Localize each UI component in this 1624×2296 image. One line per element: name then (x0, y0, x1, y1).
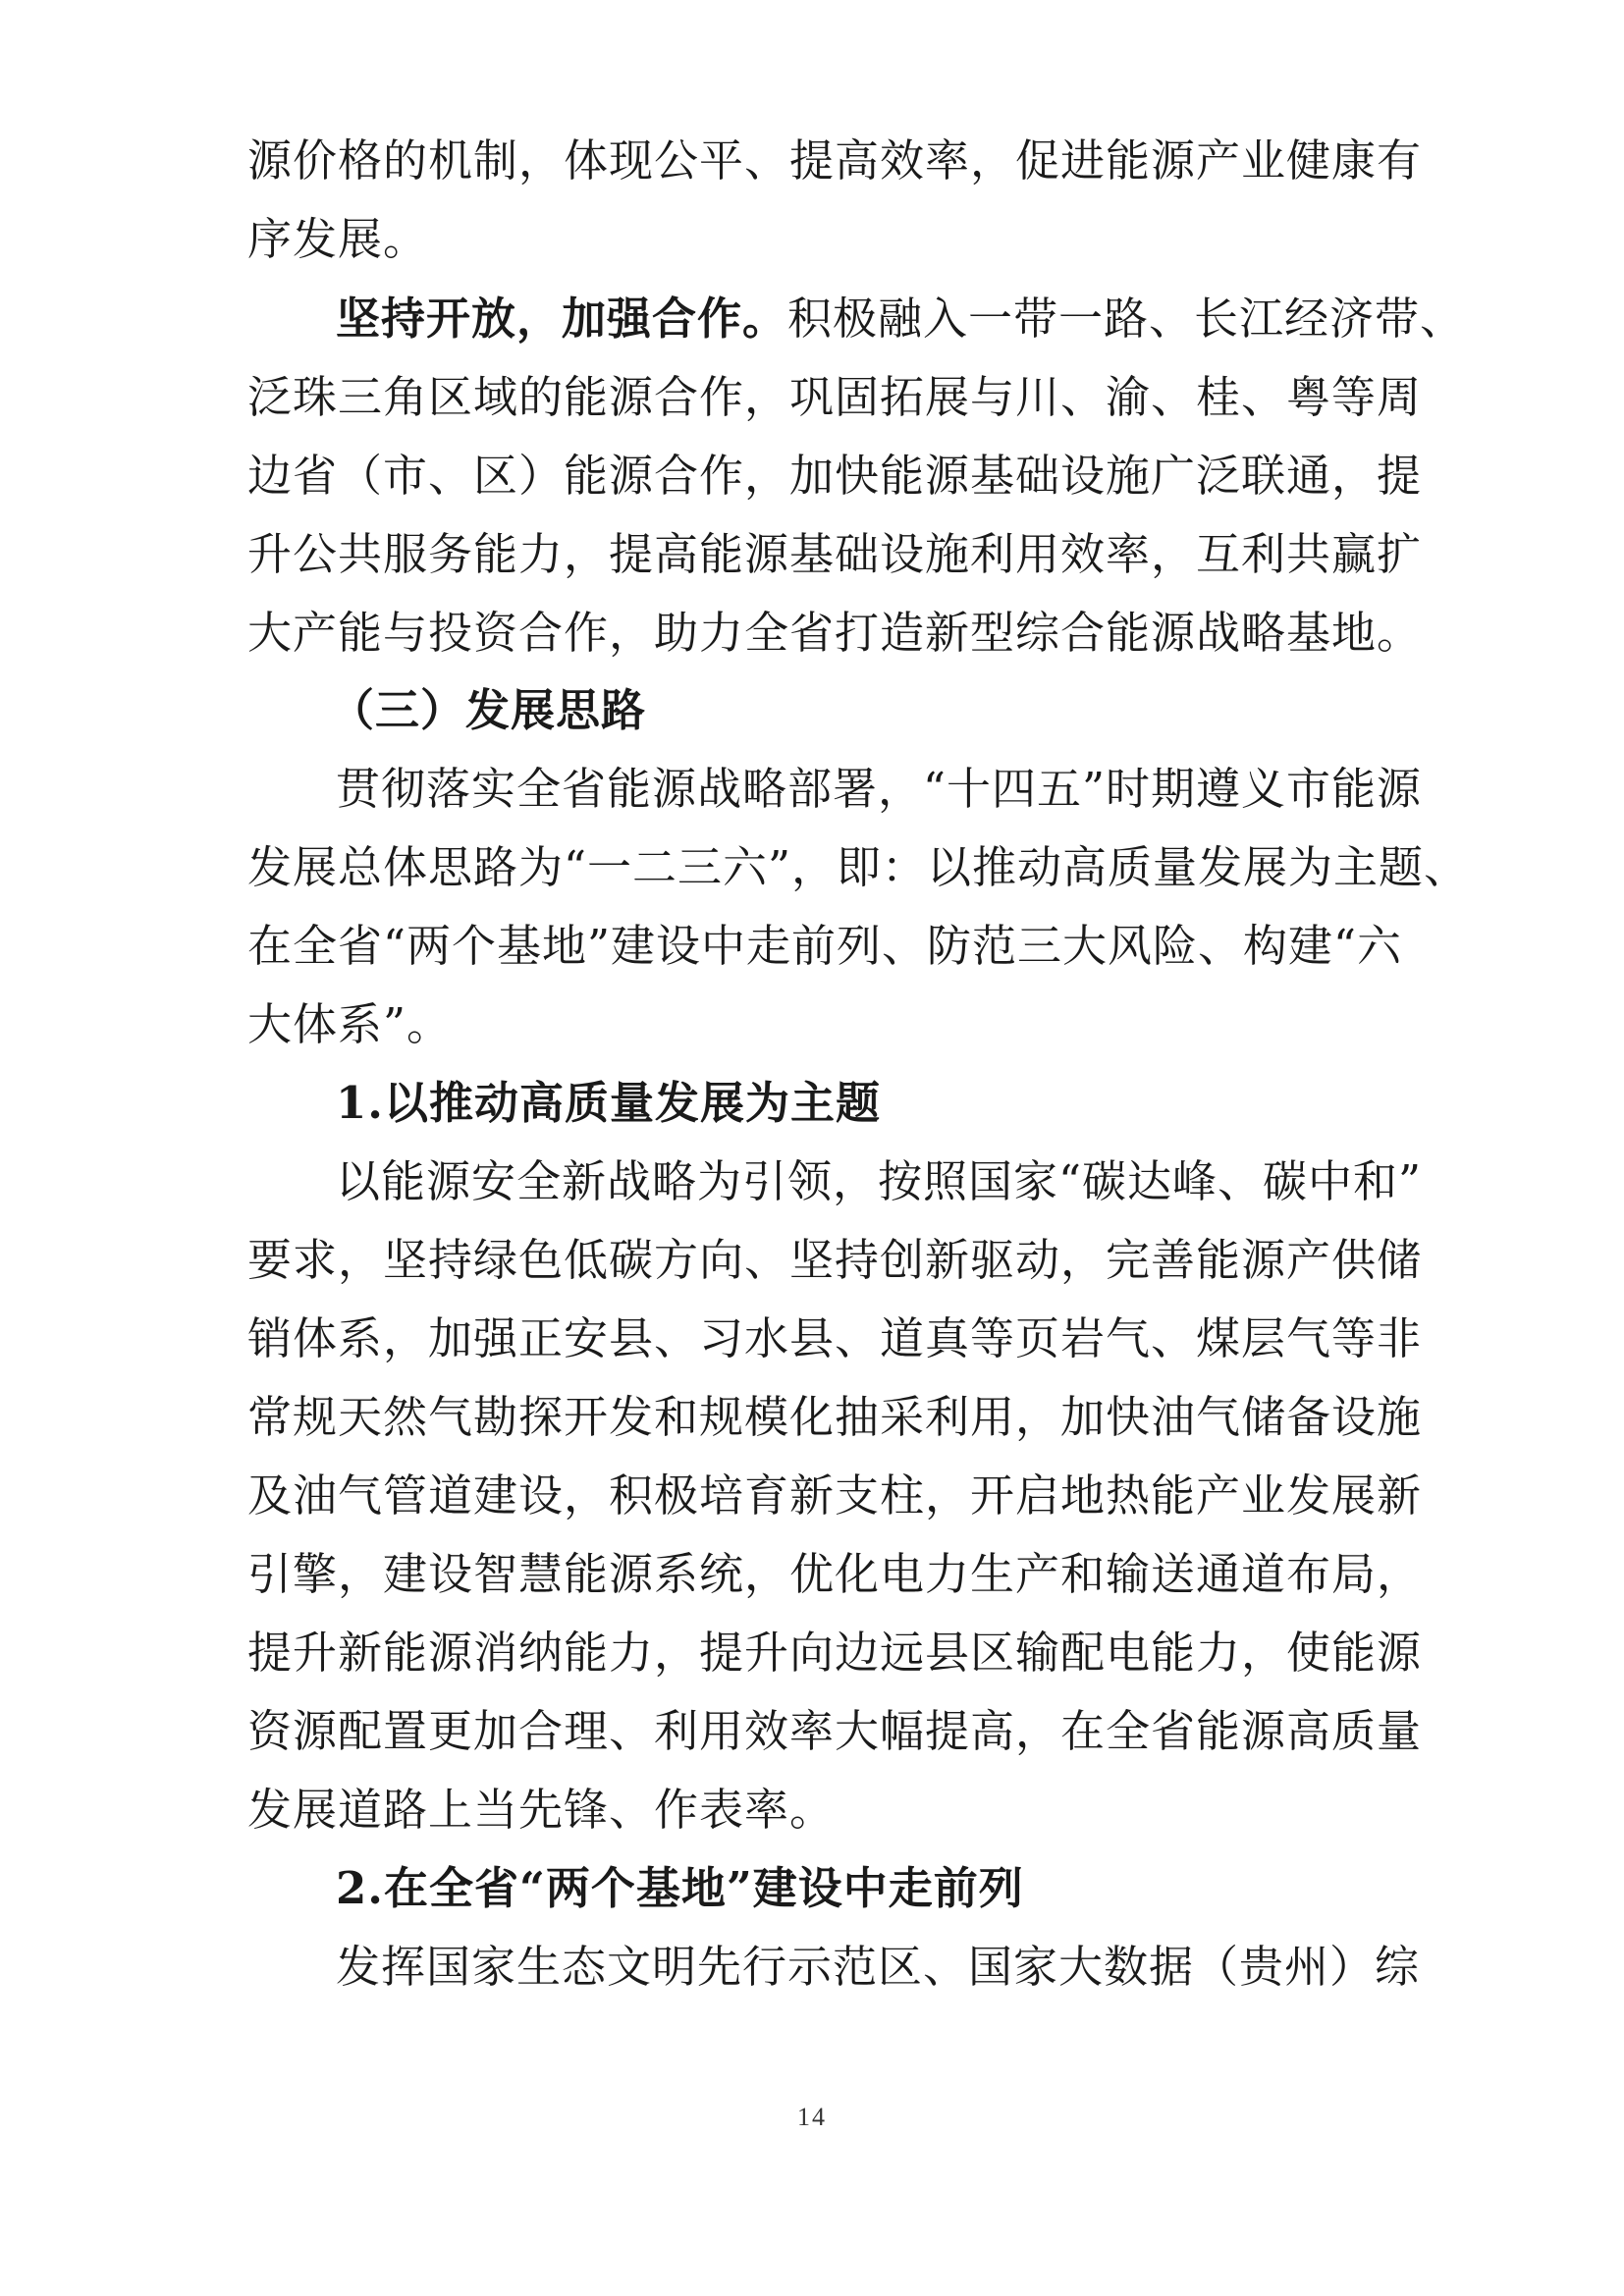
body-text-line: 升公共服务能力，提高能源基础设施利用效率，互利共赢扩 (247, 528, 1423, 580)
body-text-line: 及油气管道建设，积极培育新支柱，开启地热能产业发展新 (247, 1469, 1423, 1522)
subsection-heading: 1.以推动高质量发展为主题 (336, 1077, 881, 1129)
body-text-line: 序发展。 (247, 213, 429, 265)
body-text-line: 销体系，加强正安县、习水县、道真等页岩气、煤层气等非 (247, 1312, 1423, 1364)
page-number: 14 (797, 2103, 827, 2131)
body-text-line: 边省（市、区）能源合作，加快能源基础设施广泛联通，提 (247, 450, 1423, 502)
body-text-line: 大产能与投资合作，助力全省打造新型综合能源战略基地。 (247, 607, 1423, 659)
body-text-line: 要求，坚持绿色低碳方向、坚持创新驱动，完善能源产供储 (247, 1234, 1423, 1286)
body-text-line: 发挥国家生态文明先行示范区、国家大数据（贵州）综 (336, 1941, 1421, 1993)
body-text-line: 以能源安全新战略为引领，按照国家“碳达峰、碳中和” (336, 1155, 1423, 1207)
body-text-line: 泛珠三角区域的能源合作，巩固拓展与川、渝、桂、粤等周 (247, 371, 1423, 423)
body-text-line: 发展道路上当先锋、作表率。 (247, 1784, 836, 1836)
body-text-line: 源价格的机制，体现公平、提高效率，促进能源产业健康有 (247, 134, 1423, 187)
body-text-line: 贯彻落实全省能源战略部署，“十四五”时期遵义市能源 (336, 763, 1423, 815)
body-text-line: 在全省“两个基地”建设中走前列、防范三大风险、构建“六 (247, 920, 1403, 972)
body-text-line: 提升新能源消纳能力，提升向边远县区输配电能力，使能源 (247, 1627, 1423, 1679)
body-text-line: 大体系”。 (247, 998, 453, 1050)
subsection-heading: 2.在全省“两个基地”建设中走前列 (336, 1862, 1024, 1914)
body-text-line: 常规天然气勘探开发和规模化抽采利用，加快油气储备设施 (247, 1391, 1423, 1443)
body-text-line: 发展总体思路为“一二三六”，即：以推动高质量发展为主题、 (247, 841, 1470, 893)
bold-lead-text: 坚持开放，加强合作。 (336, 293, 788, 345)
paragraph-open-cooperation (336, 280, 1466, 358)
body-text-line: 资源配置更加合理、利用效率大幅提高，在全省能源高质量 (247, 1705, 1423, 1757)
section-heading: （三）发展思路 (330, 684, 647, 736)
body-text-line: 引擎，建设智慧能源系统，优化电力生产和输送通道布局， (247, 1548, 1423, 1600)
body-text-run: 积极融入一带一路、长江经济带、 (787, 293, 1466, 345)
